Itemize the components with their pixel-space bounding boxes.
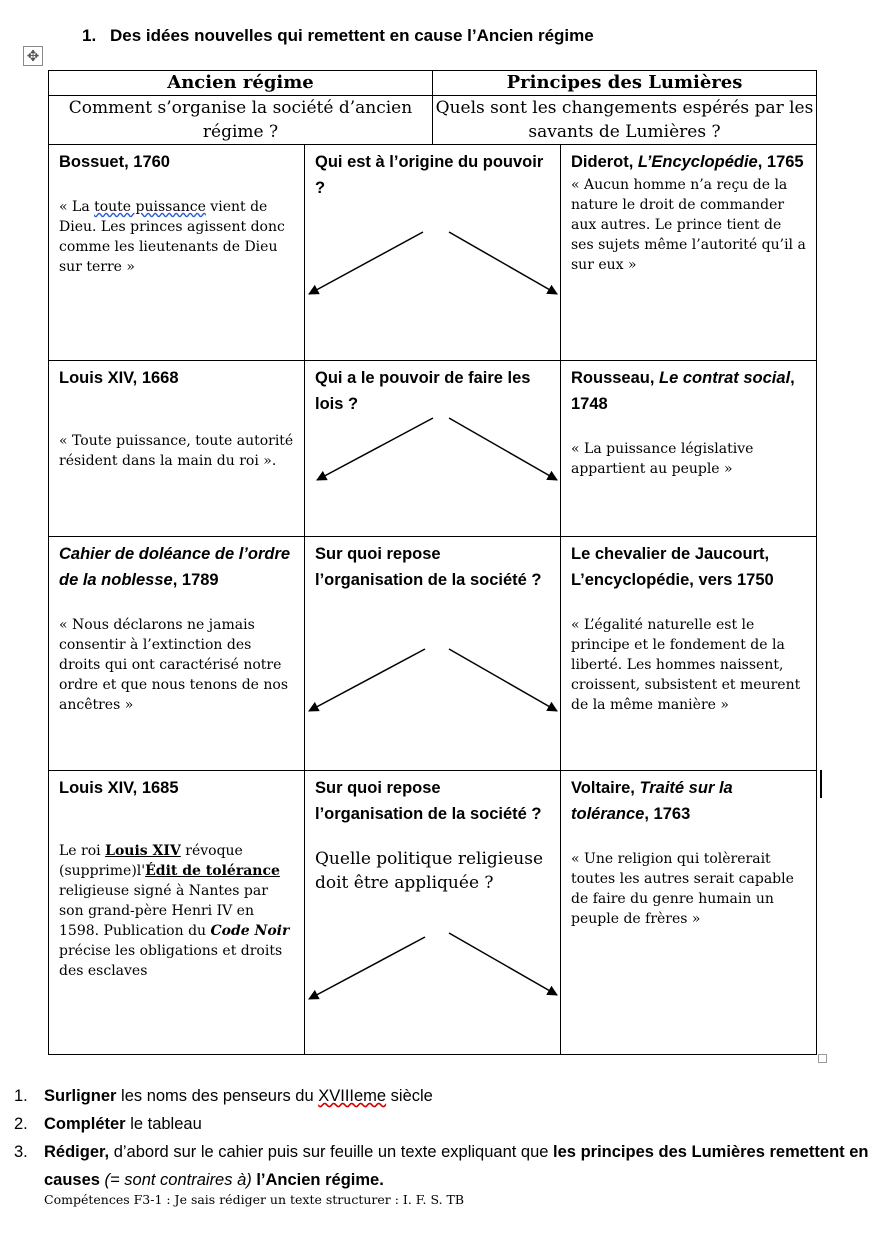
subheader-ancien-regime: Comment s’organise la société d’ancien régime ? (49, 96, 433, 145)
subheader-lumieres: Quels sont les changements espérés par les savants de Lumières ? (433, 96, 817, 145)
row4-arrows (305, 931, 561, 1011)
arrow-icon (449, 232, 557, 294)
title-text: Des idées nouvelles qui remettent en cause l’Ancien régime (110, 26, 594, 45)
row4-mid-question-2: Quelle politique religieuse doit être appliquée ? (315, 849, 544, 893)
row4-left-cell[interactable] (49, 771, 305, 1055)
arrow-icon (449, 649, 557, 711)
resize-handle-icon[interactable] (818, 1054, 827, 1063)
arrow-icon (449, 933, 557, 995)
instruction-item: 1. Surligner les noms des penseurs du XVIIIeme siècle (14, 1087, 433, 1105)
arrow-icon (449, 418, 557, 480)
row4-left-title: Louis XIV, 1685 (59, 779, 179, 797)
competence-note: Compétences F3-1 : Je sais rédiger un texte structurer : I. F. S. TB (44, 1192, 465, 1207)
row4-mid-question: Sur quoi repose l’organisation de la société ? (315, 779, 542, 823)
row1-arrows (305, 230, 561, 310)
row1-right-quote: « Aucun homme n’a reçu de la nature le droit de commander aux autres. Le prince tient de ses sujets même l’autorité qu’il a sur eux » (571, 177, 806, 273)
row3-left-cell[interactable] (49, 537, 305, 771)
row1-right-title: Diderot, L’Encyclopédie, 1765 (571, 153, 804, 171)
header-ancien-regime: Ancien régime (49, 71, 433, 96)
instruction-item: 2. Compléter le tableau (14, 1115, 202, 1133)
arrow-icon (309, 937, 425, 999)
row2-right-cell[interactable] (561, 361, 817, 537)
row1-mid-cell[interactable] (305, 145, 561, 361)
row2-left-title: Louis XIV, 1668 (59, 369, 179, 387)
row1-right-cell[interactable] (561, 145, 817, 361)
row3-right-title: Le chevalier de Jaucourt, L’encyclopédie, vers 1750 (571, 545, 774, 589)
row2-right-quote: « La puissance législative appartient au peuple » (571, 441, 754, 477)
arrow-icon (309, 649, 425, 711)
row3-left-quote: « Nous déclarons ne jamais consentir à l’extinction des droits qui ont caractérisé notre ordre et que nous tenons de nos ancêtres » (59, 617, 289, 713)
row1-mid-question: Qui est à l’origine du pouvoir ? (315, 153, 544, 197)
row1-left-title: Bossuet, 1760 (59, 153, 170, 171)
row3-left-title: Cahier de doléance de l’ordre de la noblesse, 1789 (59, 545, 291, 589)
arrow-icon (317, 418, 433, 480)
page-title (82, 26, 594, 46)
row2-mid-cell[interactable] (305, 361, 561, 537)
row2-left-cell[interactable] (49, 361, 305, 537)
row4-left-quote: Le roi Louis XIV révoque (supprime)l'Édit de tolérance religieuse signé à Nantes par son grand-père Henri IV en 1598. Publication du Code Noir précise les obligations et droits des esclaves (59, 843, 290, 979)
row1-left-cell[interactable] (49, 145, 305, 361)
row3-right-cell[interactable] (561, 537, 817, 771)
header-lumieres: Principes des Lumières (433, 71, 817, 96)
row4-right-title: Voltaire, Traité sur la tolérance, 1763 (571, 779, 733, 823)
row4-mid-cell[interactable] (305, 771, 561, 1055)
louis-xiv-link[interactable]: Louis XIV (105, 843, 181, 859)
row1-left-quote: « La toute puissance vient de Dieu. Les princes agissent donc comme les lieutenants de Dieu sur terre » (59, 199, 285, 275)
row2-left-quote: « Toute puissance, toute autorité résident dans la main du roi ». (59, 433, 294, 469)
row3-mid-cell[interactable] (305, 537, 561, 771)
instruction-item: 3. Rédiger, d’abord sur le cahier puis sur feuille un texte expliquant que les principes des Lumières remettent en causes (= sont contraires à) l’Ancien régime. (14, 1143, 869, 1189)
row2-arrows (305, 416, 561, 496)
main-table (48, 70, 817, 1055)
row3-right-quote: « L’égalité naturelle est le principe et le fondement de la liberté. Les hommes naissent, croissent, subsistent et meurent de la même manière » (571, 617, 801, 713)
instructions (14, 1082, 874, 1194)
move-arrows-icon[interactable]: ✥ (23, 46, 43, 66)
edit-tolerance-link[interactable]: Édit de tolérance (145, 863, 280, 879)
row2-right-title: Rousseau, Le contrat social, 1748 (571, 369, 795, 413)
row4-right-quote: « Une religion qui tolèrerait toutes les autres serait capable de faire du genre humain un peuple de frères » (571, 851, 794, 927)
title-number: 1. (82, 26, 97, 45)
row4-right-cell[interactable] (561, 771, 817, 1055)
row2-mid-question: Qui a le pouvoir de faire les lois ? (315, 369, 531, 413)
row3-mid-question: Sur quoi repose l’organisation de la société ? (315, 545, 542, 589)
row3-arrows (305, 647, 561, 727)
arrow-icon (309, 232, 423, 294)
text-cursor (820, 770, 822, 798)
